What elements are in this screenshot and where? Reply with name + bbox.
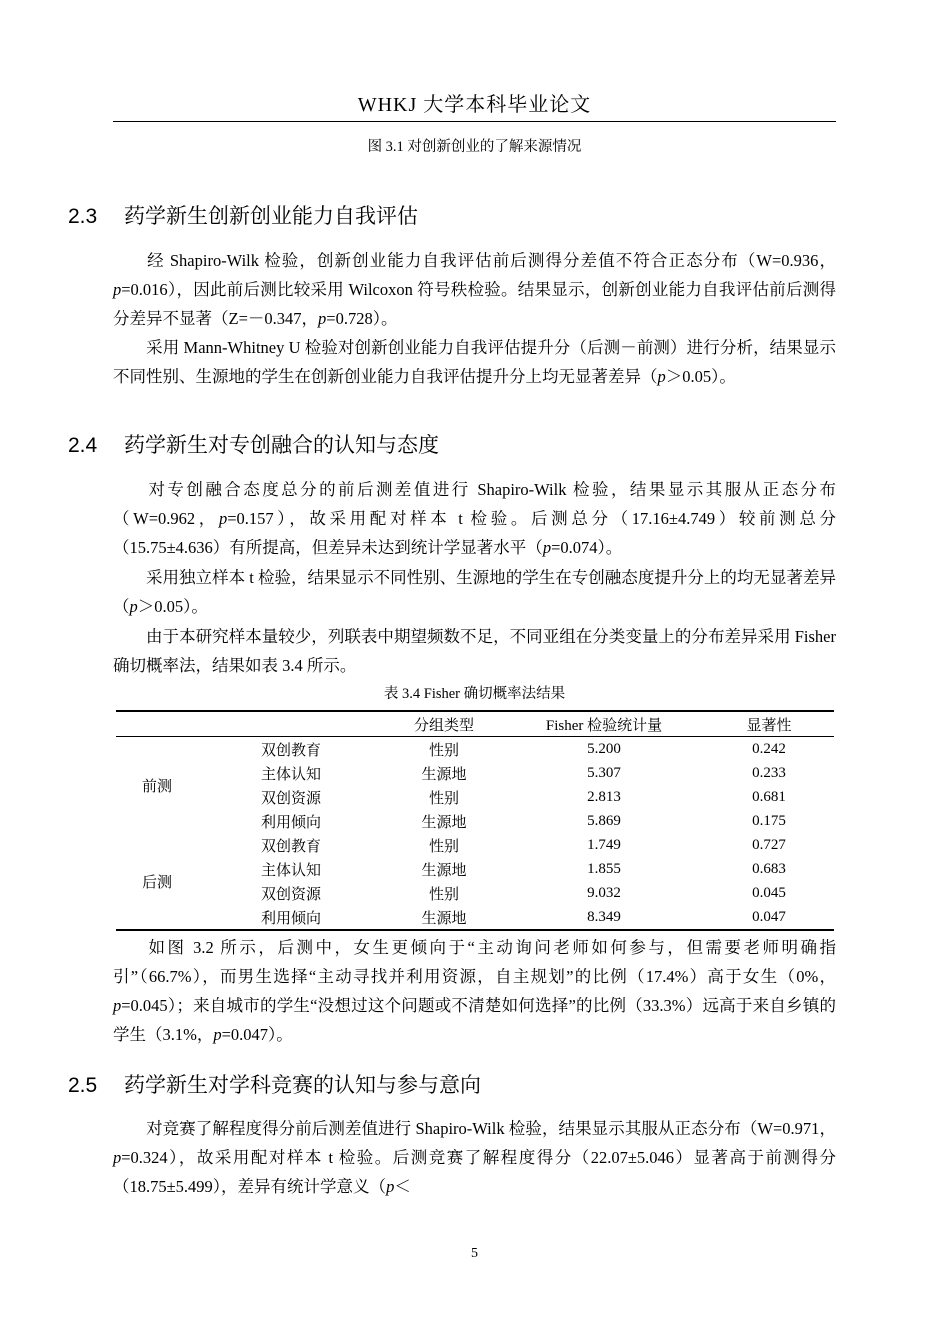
paragraph	[113, 622, 836, 680]
table-cell: 生源地	[421, 814, 467, 831]
table-header-row	[116, 711, 834, 737]
table-row	[116, 857, 834, 881]
table-caption: 表 3.4 Fisher 确切概率法结果	[383, 686, 566, 702]
table-cell: 9.032	[587, 884, 621, 901]
paragraph-text: 如图 3.2 所示，后测中，女生更倾向于“主动询问老师如何参与，但需要老师明确指引”（66.7%），而男生选择“主动寻找并利用资源，自主规划”的比例（17.4%）高于女生（0%，p=0.045）；来自城市的学生“没想过这个问题或不清楚如何选择”的比例（33.3%）远高于来自乡镇的学生（3.1%，p=0.047）。	[113, 938, 836, 1044]
table-cell: 0.242	[752, 740, 786, 757]
table-cell: 性别	[428, 886, 459, 903]
paragraph	[113, 333, 836, 391]
table-row	[116, 809, 834, 833]
paragraph	[113, 1114, 836, 1201]
table-header-cell: 分组类型	[413, 717, 474, 734]
paragraph-text: 对专创融合态度总分的前后测差值进行 Shapiro-Wilk 检验，结果显示其服从正态分布（W=0.962，p=0.157），故采用配对样本 t 检验。后测总分（17.16±4.749）较前测总分（15.75±4.636）有所提高，但差异未达到统计学显著水平（p=0.074）。	[113, 480, 836, 557]
table-cell: 2.813	[587, 788, 621, 805]
table-cell: 双创资源	[260, 790, 321, 807]
table-cell: 5.869	[587, 812, 621, 829]
table-cell: 0.233	[752, 764, 786, 781]
table-cell: 8.349	[587, 908, 621, 925]
paragraph	[113, 475, 836, 562]
table-cell: 0.681	[752, 788, 786, 805]
section-number: 2.5	[68, 1074, 98, 1097]
running-header: WHKJ 大学本科毕业论文	[113, 92, 836, 122]
paragraph-text: 采用独立样本 t 检验，结果显示不同性别、生源地的学生在专创融态度提升分上的均无显著差异（p＞0.05）。	[113, 568, 836, 616]
section-title: 药学新生对专创融合的认知与态度	[124, 433, 439, 457]
table-cell: 主体认知	[260, 862, 321, 879]
paragraph-text: 由于本研究样本量较少，列联表中期望频数不足，不同亚组在分类变量上的分布差异采用 Fisher 确切概率法，结果如表 3.4 所示。	[113, 627, 836, 675]
paragraph-text: 采用 Mann-Whitney U 检验对创新创业能力自我评估提升分（后测－前测）进行分析，结果显示不同性别、生源地的学生在创新创业能力自我评估提升分上均无显著差异（p＞0.05）。	[113, 338, 836, 386]
section-title: 药学新生创新创业能力自我评估	[124, 204, 418, 228]
table-header-cell	[116, 711, 198, 737]
table-row	[116, 761, 834, 785]
group-label: 前测	[141, 778, 172, 795]
table-cell: 0.683	[752, 860, 786, 877]
table-header-cell: 显著性	[746, 717, 792, 734]
paragraph-text: 对竞赛了解程度得分前后测差值进行 Shapiro-Wilk 检验，结果显示其服从正态分布（W=0.971，p=0.324），故采用配对样本 t 检验。后测竞赛了解程度得分（22.07±5.046）显著高于前测得分（18.75±5.499），差异有统计学意义（p＜	[113, 1119, 836, 1196]
table-cell: 生源地	[421, 766, 467, 783]
table-cell: 0.727	[752, 836, 786, 853]
table-cell: 双创教育	[260, 742, 321, 759]
section-number: 2.4	[68, 434, 98, 457]
section-heading-2-3	[68, 201, 418, 232]
section-heading-2-4	[68, 430, 439, 461]
paragraph	[113, 563, 836, 621]
figure-caption: 图 3.1 对创新创业的了解来源情况	[367, 139, 582, 155]
paragraph	[113, 933, 836, 1049]
table-header-cell	[198, 711, 384, 737]
table-row	[116, 785, 834, 809]
page-number: 5	[471, 1246, 478, 1261]
table-cell: 利用倾向	[260, 910, 321, 927]
table-row	[116, 881, 834, 905]
table-cell: 性别	[428, 742, 459, 759]
paragraph-text: 经 Shapiro-Wilk 检验，创新创业能力自我评估前后测得分差值不符合正态分布（W=0.936，p=0.016），因此前后测比较采用 Wilcoxon 符号秩检验。结果显示，创新创业能力自我评估前后测得分差异不显著（Z=－0.347，p=0.728）。	[113, 251, 836, 328]
table-cell: 双创资源	[260, 886, 321, 903]
table-header-cell: Fisher 检验统计量	[545, 717, 663, 734]
section-heading-2-5	[68, 1070, 481, 1101]
table-cell: 利用倾向	[260, 814, 321, 831]
section-title: 药学新生对学科竞赛的认知与参与意向	[124, 1073, 481, 1097]
table-cell: 双创教育	[260, 838, 321, 855]
table-cell: 0.047	[752, 908, 786, 925]
table-cell: 性别	[428, 790, 459, 807]
group-label: 后测	[141, 874, 172, 891]
table-cell: 主体认知	[260, 766, 321, 783]
table-cell: 1.855	[587, 860, 621, 877]
fisher-results-table	[116, 710, 834, 931]
section-number: 2.3	[68, 205, 98, 228]
paragraph	[113, 246, 836, 333]
table-cell: 生源地	[421, 910, 467, 927]
table-cell: 生源地	[421, 862, 467, 879]
table-cell: 性别	[428, 838, 459, 855]
table-row	[116, 905, 834, 930]
table-cell: 1.749	[587, 836, 621, 853]
table-cell: 5.200	[587, 740, 621, 757]
table-cell: 0.045	[752, 884, 786, 901]
table-cell: 0.175	[752, 812, 786, 829]
table-row	[116, 833, 834, 857]
table-row	[116, 737, 834, 762]
table-cell: 5.307	[587, 764, 621, 781]
